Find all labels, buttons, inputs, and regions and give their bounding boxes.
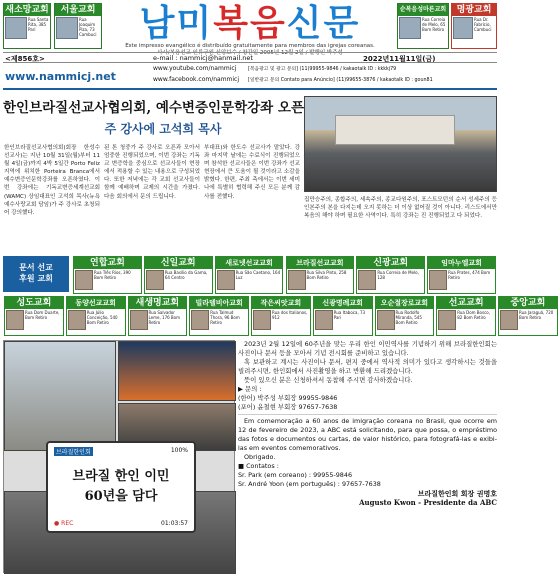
pastor-photo	[358, 270, 376, 290]
festival-photo	[118, 341, 236, 401]
rec-indicator: ● REC	[54, 520, 74, 527]
promo-tag: 브라질한인회	[56, 449, 91, 456]
church-name: 신광명례교회	[314, 297, 372, 309]
church-name: 오순절장로교회	[376, 297, 434, 309]
pastor-photo	[453, 17, 473, 39]
ad-address: Rua Joaquim Piza, 73 Cambuci	[79, 17, 97, 37]
mission-label-line1: 문서 선교	[19, 263, 53, 272]
pastor-photo	[56, 17, 78, 39]
battery-level: 100%	[170, 447, 188, 454]
pastor-photo	[288, 270, 306, 290]
church-name: 동양선교교회	[67, 297, 125, 309]
notice-contatos: ■ Contatos :	[238, 462, 279, 470]
church-address: Rua Três Rios, 390 Bom Retiro	[94, 270, 131, 280]
church-address: Rua Rodolfo Miranda, 545 Bom Retiro	[395, 310, 422, 325]
promo-line2: 60년을 담다	[84, 489, 158, 504]
church-name: 작은씨앗교회	[252, 297, 310, 309]
church-name: 임마누엘교회	[428, 257, 495, 269]
promo-line1: 브라질 한인 이민	[72, 469, 170, 484]
church-ad	[436, 296, 496, 336]
pastor-photo	[5, 17, 27, 39]
church-name: 연합교회	[74, 257, 141, 269]
pastor-photo	[6, 310, 24, 330]
ad-address: Rua Santa Rita, 385 Pari	[28, 17, 49, 32]
ad-title: 순복음성마른교회	[398, 4, 448, 16]
camera-frame	[46, 441, 196, 533]
article-col2: 된 톤 청중가 주 강사로 오픈과 모아서 엄중한 진행되었으며, 이번 강좌는 기독교 변증학을 중심으로 선교사들이 현장에서 적용할 수 있는 내용으로 구성되었다. 또한 저녁에는 각 교회 선교사들이 함께 예배하며 교제의 시간을 가졌다. 다음 회의에서 문의 드립니다.	[104, 145, 200, 200]
signature-portuguese: Augusto Kwon - Presidente da ABC	[359, 498, 497, 507]
ad-new-hope-church	[3, 3, 51, 49]
notice-contact2: (포어) 윤철현 부회장 97657-7638	[238, 403, 497, 415]
ad-myeonggwang-church	[451, 3, 497, 49]
church-ad	[375, 296, 435, 336]
pastor-photo	[429, 270, 447, 290]
issue-bar	[3, 52, 497, 63]
church-address: Rua Dom Duarte, Bom Retiro	[25, 310, 60, 320]
church-name: 빌라델비아교회	[190, 297, 248, 309]
church-address: Rua Itaboca, 73 Pari	[333, 310, 366, 320]
pastor-photo	[217, 270, 235, 290]
facebook-link[interactable]: www.facebook.com/nammicj	[153, 76, 240, 83]
church-address: Rua Silva Pinto, 258 Bom Retiro	[306, 270, 347, 280]
church-ad	[4, 296, 64, 336]
church-ad	[356, 256, 425, 294]
youtube-link[interactable]: www.youtube.com/nammicj	[153, 65, 237, 72]
church-name: 성도교회	[5, 297, 63, 309]
contact-ads: [복음광고 및 광고 문의] (11)99955-9846 / kakaotalk ID : kkkkj79	[248, 67, 397, 72]
masthead-subtitle: Este impresso evangélico é distribuído gratuitamente para membros das igrejas coreanas.	[125, 43, 375, 49]
notice-thanks: Obrigado.	[244, 453, 276, 461]
email[interactable]: e-mail : nammicj@hanmail.net	[153, 54, 253, 62]
pastor-photo	[500, 310, 518, 330]
historic-photo-1	[4, 341, 116, 451]
newspaper-title: 남미복음신문	[139, 2, 361, 44]
anniversary-collage	[3, 340, 235, 573]
building	[335, 115, 455, 145]
church-name: 신일교회	[145, 257, 212, 269]
issue-date: 2022년11월11일(금)	[363, 55, 436, 63]
pastor-photo	[68, 310, 86, 330]
photo-caption: 집만승주의, 종합주의, 세속주의, 종교다원주의, 포스트모던의 순서 성세주의 등 인본주의 본을 다지는데 오지 못하는 더 이상 없어질 것이 아니다. 리스도에서만 복음의 해야 하며 필요한 사역이다. 특히 강좌는 진 진행되었고 다 되었다.	[304, 197, 497, 220]
notice-portuguese: Em comemoração a 60 anos de imigração coreana no Brasil, que ocorre em 12 de fevereiro de 2023, a ABC está solicitando, para que possa, o empréstimo das fotos e documentos ou cartas, de valor histórico, para fotografá-las e exibi-las em eventos comemorativos.	[238, 417, 497, 452]
mission-label-line2: 후원 교회	[19, 274, 53, 283]
article-col3: 부대표)와 한도수 선교사가 맡았다. 강좌 마지막 날에는 수료식이 진행되었으며 참석한 선교사들은 이번 강좌가 선교 현장에서 큰 도움이 될 것이라고 소감을 밝혔다. 한편, 주최 측에서는 이번 세미나에 특별히 협력해 주신 모든 분께 감사를 전했다.	[204, 145, 300, 200]
church-ad	[128, 296, 188, 336]
church-name: 신광교회	[357, 257, 424, 269]
ad-address: Rua Dr. Fabrício, Cambuci	[474, 17, 492, 32]
contact-bar	[3, 64, 497, 90]
pastor-photo	[130, 310, 148, 330]
church-address: Rua dos Italianos, 912	[272, 310, 308, 320]
church-address: Rua Jaraguá, 720 Bom Retiro	[519, 310, 554, 320]
masthead	[100, 3, 400, 57]
article-col1: 한인브라질선교사협의회(회장 한성수 선교사)는 지난 10월 31일(월)부터 11월 4일(금)까지 4박 5일간 Porto Feliz 지역에 위치한 Porteira Branca에서 예수변증인문학강좌를 오픈하였다. 이번 강좌에는 기독교변증세계선교회(WAMC) 상임대표인 고석희 목사(뉴욕 예수사랑교회 담임)가 주 강사로 초청되어 강의했다.	[4, 145, 100, 216]
ad-title: 명광교회	[452, 4, 496, 16]
church-address: Rua Basílio da Gama, 64 Centro	[164, 270, 208, 280]
church-name: 새로넷선교교회	[216, 257, 283, 269]
ad-title: 새소망교회	[5, 5, 49, 15]
pastor-photo	[377, 310, 395, 330]
group-photo	[304, 96, 497, 192]
church-name: 브라질선교교회	[287, 257, 354, 269]
notice-p1: 2023년 2월 12일에 60주년을 맞는 우리 한인 이민역사를 기념하기 위해 브라질한인회는 사진이나 문서 등을 모아서 기념 전시회를 준비하고 있습니다.	[238, 340, 497, 357]
anniversary-notice	[238, 340, 497, 573]
supporting-churches-row1	[72, 256, 497, 294]
church-address: Rua Júlio Conceição, 540 Bom Retiro	[86, 310, 118, 325]
masthead-info: 사사/복음선교 인류구원 신앙보수 / 창간일 2005년 12월 2일 / 발행인 박주성	[157, 50, 343, 56]
notice-p2: 혹 보관하고 계시는 사진이나 문서, 편지 중에서 역사적 의미가 있다고 생각하시는 것들을 빌려주시면, 한인회에서 사진촬영을 하고 반환해 드리겠습니다.	[238, 358, 497, 375]
pastor-photo	[253, 310, 271, 330]
article-subhead: 주 강사에 고석희 목사	[104, 122, 222, 136]
notice-contact1: (한어) 박주성 부회장 99955-9846	[238, 394, 338, 402]
church-address: Rua Prates, 474 Bom Retiro	[448, 270, 491, 280]
issue-number: <제856호>	[5, 55, 45, 63]
church-ad	[189, 296, 249, 336]
church-ad	[427, 256, 496, 294]
signature-korean: 브라질한인회 회장 권명호	[417, 489, 497, 498]
pastor-photo	[315, 310, 333, 330]
church-name: 선교교회	[437, 297, 495, 309]
church-address: Rua Dom Bosco, 82 Bom Retiro	[457, 310, 490, 320]
notice-pt-contact2: Sr. André Yoon (em português) : 97657-7638	[238, 480, 381, 488]
church-name: 중앙교회	[499, 297, 557, 309]
timecode: 01:03:57	[161, 520, 188, 527]
church-ad	[144, 256, 213, 294]
pastor-photo	[146, 270, 164, 290]
church-address: Rua Talmud Thora, 96 Bom Retiro	[210, 310, 240, 325]
church-ad	[286, 256, 355, 294]
mission-label	[3, 256, 69, 292]
supporting-churches-row2	[3, 296, 554, 336]
church-ad	[498, 296, 558, 336]
church-ad	[73, 256, 142, 294]
contact-general: [일반광고 문의 Contato para Anúncio] (11)99655-3876 / kakaotalk ID : goun81	[248, 78, 433, 83]
notice-pt-contact1: Sr. Park (em coreano) : 99955-9846	[238, 471, 353, 479]
website-link[interactable]: www.nammicj.net	[5, 70, 116, 83]
church-name: 새생명교회	[129, 297, 187, 309]
church-ad	[251, 296, 311, 336]
church-address: Rua Correia de Melo, 128	[377, 270, 419, 280]
church-ad	[313, 296, 373, 336]
ad-address: Rua Correia de Melo, 65 Bom Retiro	[422, 17, 446, 32]
church-ad	[66, 296, 126, 336]
ad-seoul-church	[54, 3, 102, 49]
pastor-photo	[399, 17, 421, 39]
church-address: Rua São Caetano, 164 Luz	[235, 270, 281, 280]
notice-p3: 뜻이 있으신 분은 신청하셔서 동참해 주시면 감사하겠습니다.	[244, 376, 413, 384]
ad-full-gospel-church	[397, 3, 449, 49]
pastor-photo	[75, 270, 93, 290]
church-ad	[215, 256, 284, 294]
article-headline: 한인브라질선교사협의회, 예수변증인문학강좌 오픈	[3, 100, 305, 116]
pastor-photo	[438, 310, 456, 330]
pastor-photo	[191, 310, 209, 330]
ad-title: 서울교회	[55, 4, 101, 16]
notice-ask: ▶ 문의 :	[238, 385, 262, 393]
church-address: Rua Salvador Leme, 176 Bom Retiro	[148, 310, 181, 325]
